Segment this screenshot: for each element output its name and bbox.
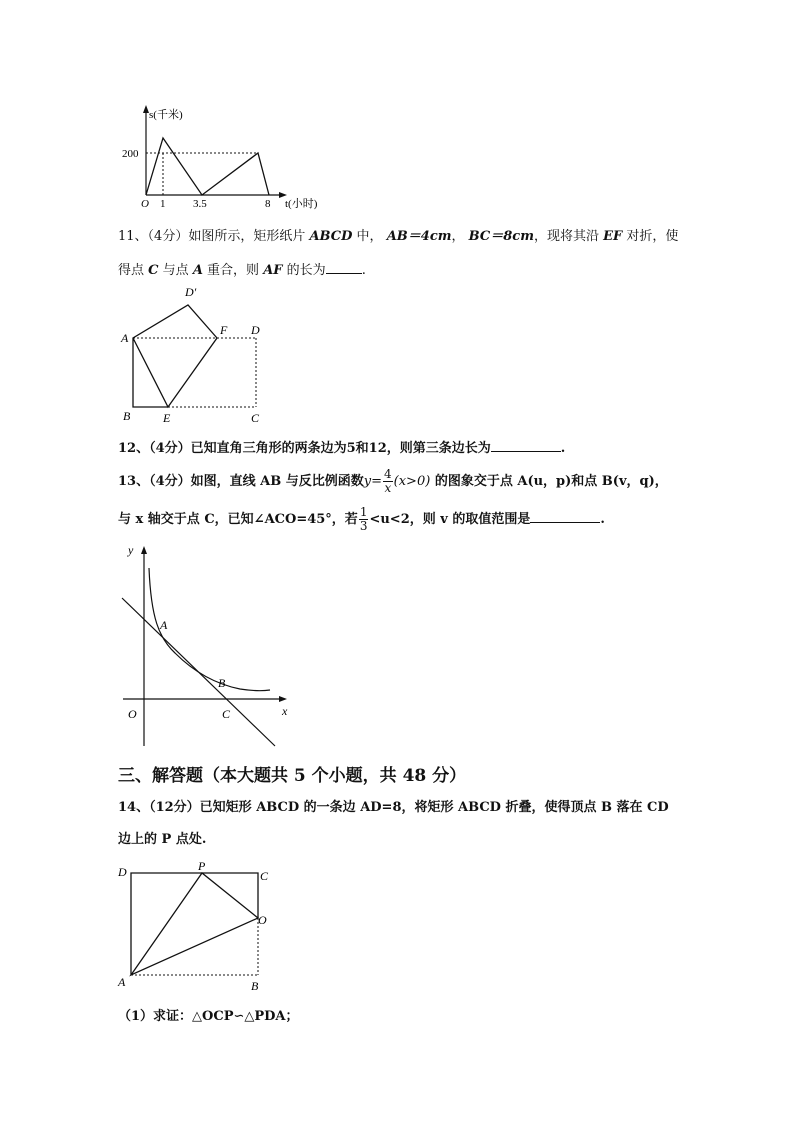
q13-condition: (x>0) — [393, 474, 431, 489]
q11-answer-blank[interactable] — [326, 261, 362, 274]
q12-text: 12、（4分）已知直角三角形的两条边为5和12，则第三条边长为 — [118, 441, 491, 456]
label-a: A — [121, 331, 129, 345]
q11-abcd: ABCD — [309, 229, 353, 244]
label-d: D — [251, 323, 260, 337]
rect-solid-outline — [131, 873, 258, 975]
distance-time-figure — [115, 100, 345, 215]
label-e: E — [163, 411, 171, 425]
q11-bc: BC＝8cm — [468, 229, 534, 244]
y-axis-arrow — [141, 546, 147, 554]
q11-ab: AB＝4cm — [386, 229, 452, 244]
origin-label: O — [141, 198, 149, 210]
q11-line2-c: 重合，则 — [207, 263, 260, 278]
fold-figure — [115, 282, 275, 427]
q13-end: . — [600, 512, 605, 527]
q11-a: A — [192, 263, 203, 278]
q14-line2: 边上的 P 点处. — [118, 832, 207, 847]
q13-frac-den: x — [384, 481, 392, 495]
q13-frac2-den: 3 — [359, 519, 368, 533]
x-tick-1: 1 — [160, 198, 166, 210]
q13-line1 — [118, 464, 668, 500]
q14-line1: 14、（12分）已知矩形 ABCD 的一条边 AD=8，将矩形 ABCD 折叠，使得顶点 B 落在 CD — [118, 800, 669, 815]
q13-frac-num: 4 — [384, 467, 392, 481]
q11-line2-b: 与点 — [162, 263, 189, 278]
q13-y-eq: y= — [363, 474, 383, 489]
label-b: B — [251, 979, 259, 993]
q13-line2-b: <u<2，则 v 的取值范围是 — [369, 512, 531, 527]
label-b: B — [123, 409, 131, 423]
q11-line2-a: 得点 — [118, 263, 145, 278]
q11-intro: 11、（4分）如图所示，矩形纸片 — [118, 229, 306, 244]
q13-fraction-2 — [359, 506, 369, 533]
q13-line2 — [118, 502, 605, 538]
q12 — [118, 439, 565, 457]
fold-solid-outline — [133, 305, 217, 407]
q11-line2 — [118, 261, 366, 279]
x-axis-label: t(小时) — [285, 198, 318, 210]
rect-fold-figure — [115, 858, 285, 998]
x-tick-8: 8 — [265, 198, 271, 210]
q11-line2-d: 的长为 — [286, 263, 326, 278]
section-heading: 三、解答题（本大题共 5 个小题，共 48 分） — [118, 766, 467, 786]
label-b: B — [218, 676, 226, 690]
q13-line1-b: 的图象交于点 A(u，p)和点 B(v，q)， — [434, 474, 668, 489]
x-axis-arrow — [279, 696, 287, 702]
q13-line2-a: 与 x 轴交于点 C，已知∠ACO=45°，若 — [118, 512, 358, 527]
q11-tail2: 对折，使 — [626, 229, 679, 244]
q14-sub1: （1）求证：△OCP∽△PDA； — [118, 1009, 299, 1024]
q11-c: C — [148, 263, 159, 278]
label-o: O — [128, 707, 137, 721]
q11-line1 — [118, 229, 678, 245]
label-a: A — [160, 618, 168, 632]
label-f: F — [220, 323, 228, 337]
label-p: P — [198, 859, 206, 873]
triangle-apo — [131, 873, 258, 975]
y-tick-200: 200 — [122, 148, 139, 160]
q13-fraction — [383, 468, 393, 495]
q13-line1-a: 13、（4分）如图，直线 AB 与反比例函数 — [118, 474, 364, 489]
q13-answer-blank[interactable] — [530, 510, 600, 523]
q11-ef: EF — [603, 229, 623, 244]
label-c: C — [222, 707, 231, 721]
label-x: x — [282, 704, 288, 718]
q11-af: AF — [263, 263, 283, 278]
label-o: O — [258, 913, 267, 927]
hyperbola-figure — [115, 538, 305, 750]
q11-comma: ， — [451, 229, 465, 244]
label-d-prime: D′ — [185, 285, 197, 299]
q12-end: . — [560, 441, 566, 456]
label-y: y — [128, 543, 134, 557]
q11-tail: ，现将其沿 — [533, 229, 599, 244]
q12-answer-blank[interactable] — [491, 439, 561, 452]
q11-end: . — [361, 263, 366, 278]
label-c: C — [260, 869, 269, 883]
y-axis-label: s(千米) — [149, 109, 183, 121]
x-tick-3-5: 3.5 — [193, 198, 207, 210]
q11-middle: 中， — [356, 229, 383, 244]
label-c: C — [251, 411, 260, 425]
q13-frac2-num: 1 — [359, 505, 368, 519]
distance-time-line — [146, 138, 269, 195]
label-d: D — [118, 865, 127, 879]
label-a: A — [118, 975, 126, 989]
